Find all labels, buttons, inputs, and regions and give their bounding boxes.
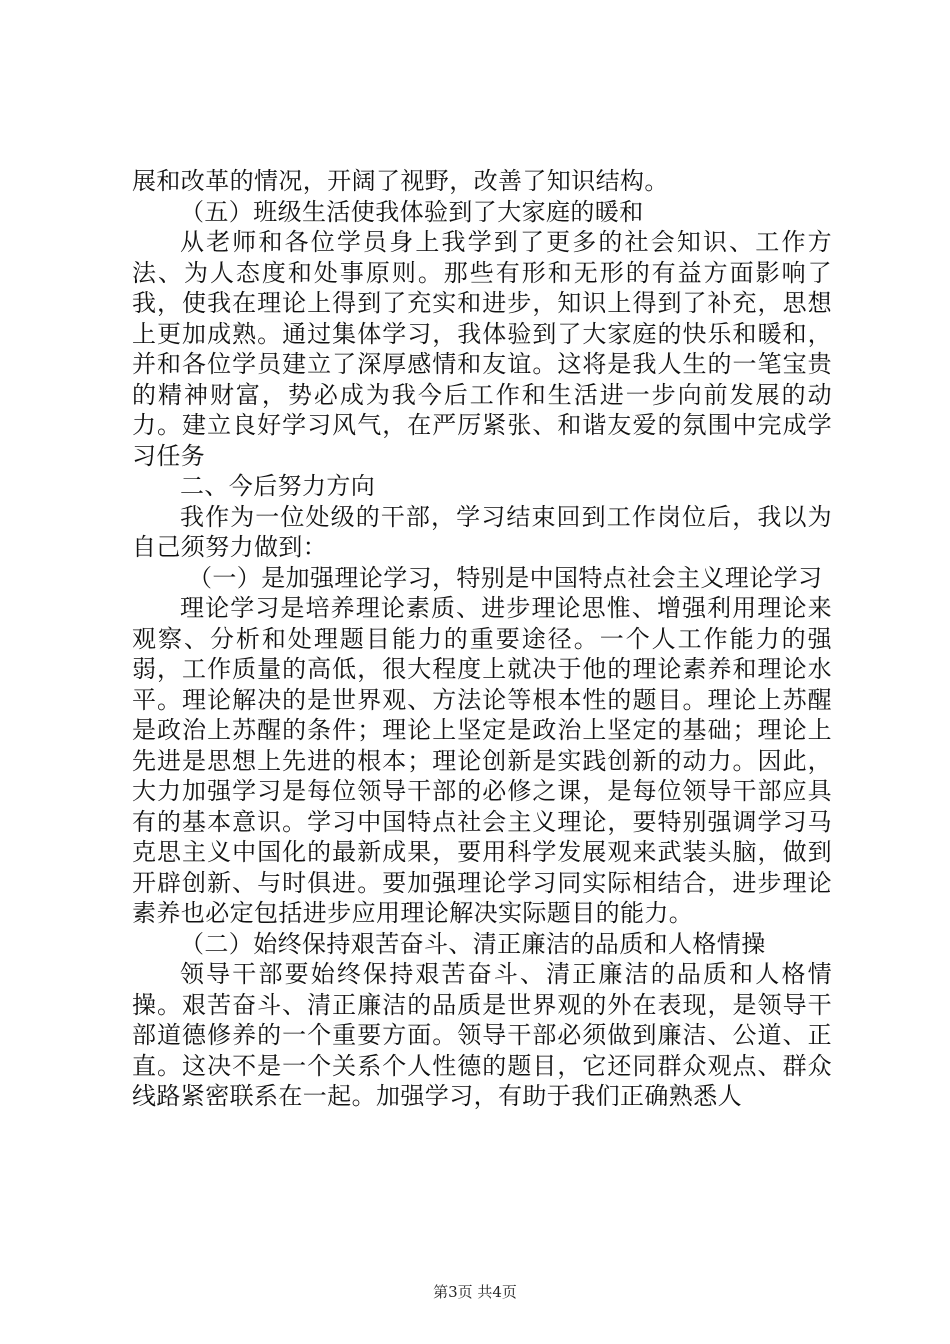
page-footer: 第3页 共4页 — [433, 1283, 517, 1301]
paragraph-continuation: 展和改革的情况，开阔了视野，改善了知识结构。 — [132, 167, 669, 195]
paragraph-intro-efforts: 我作为一位处级的干部，学习结束回到工作岗位后，我以为自己须努力做到： — [132, 502, 832, 561]
body-text — [132, 166, 832, 1112]
section-heading-2: 二、今后努力方向 — [180, 472, 376, 500]
subheading-2: （二）始终保持艰苦奋斗、清正廉洁的品质和人格情操 — [180, 929, 766, 958]
subheading-5: （五）班级生活使我体验到了大家庭的暖和 — [180, 197, 644, 226]
paragraph-theory-study: 理论学习是培养理论素质、进步理论思惟、增强利用理论来观察、分析和处理题目能力的重要途径。一个人工作能力的强弱，工作质量的高低，很大程度上就决于他的理论素养和理论水平。理论解决的是世界观、方法论等根本性的题目。理论上苏醒是政治上苏醒的条件；理论上坚定是政治上坚定的基础；理论上先进是思想上先进的根本；理论创新是实践创新的动力。因此，大力加强学习是每位领导干部的必修之课，是每位领导干部应具有的基本意识。学习中国特点社会主义理论，要特别强调学习马克思主义中国化的最新成果，要用科学发展观来武装头脑，做到开辟创新、与时俱进。要加强理论学习同实际相结合，进步理论素养也必定包括进步应用理论解决实际题目的能力。 — [132, 594, 832, 927]
subheading-1: （一）是加强理论学习，特别是中国特点社会主义理论学习 — [188, 563, 823, 592]
paragraph-integrity: 领导干部要始终保持艰苦奋斗、清正廉洁的品质和人格情操。艰苦奋斗、清正廉洁的品质是世界观的外在表现，是领导干部道德修养的一个重要方面。领导干部必须做到廉洁、公道、正直。这决不是一个关系个人性德的题目，它还同群众观点、群众线路紧密联系在一起。加强学习，有助于我们正确熟悉人 — [132, 960, 832, 1110]
paragraph-class-life: 从老师和各位学员身上我学到了更多的社会知识、工作方法、为人态度和处事原则。那些有形和无形的有益方面影响了我，使我在理论上得到了充实和进步，知识上得到了补充，思想上更加成熟。通过集体学习，我体验到了大家庭的快乐和暖和，并和各位学员建立了深厚感情和友谊。这将是我人生的一笔宝贵的精神财富，势必成为我今后工作和生活进一步向前发展的动力。建立良好学习风气，在严厉紧张、和谐友爱的氛围中完成学习任务 — [132, 228, 832, 470]
